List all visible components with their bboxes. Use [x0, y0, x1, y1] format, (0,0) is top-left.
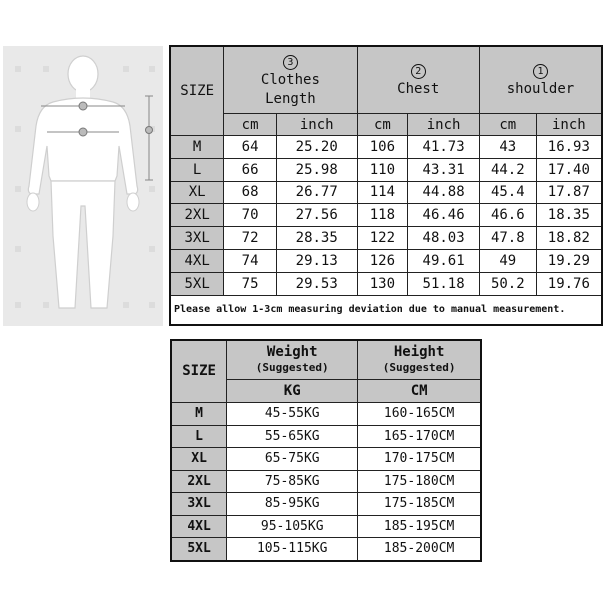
chest-inch-cell: 51.18 [408, 272, 480, 295]
chest-cm-cell: 114 [357, 181, 408, 204]
unit-cm: cm [479, 114, 536, 136]
unit-inch: inch [408, 114, 480, 136]
weight-cell: 45-55KG [227, 403, 358, 426]
chest-cm-cell: 122 [357, 227, 408, 250]
shoulder-cm-cell: 47.8 [479, 227, 536, 250]
chest-cm-cell: 118 [357, 204, 408, 227]
weight-cell: 55-65KG [227, 425, 358, 448]
size-label: L [171, 425, 227, 448]
table-row [171, 515, 481, 538]
table-row [171, 425, 481, 448]
chest-inch-cell: 43.31 [408, 158, 480, 181]
table-row [171, 538, 481, 561]
chest-inch-cell: 41.73 [408, 136, 480, 159]
marker-3-icon: 3 [283, 55, 298, 70]
length-inch-cell: 29.13 [276, 249, 357, 272]
height-header: Height (Suggested) [358, 340, 481, 380]
shoulder-cm-cell: 45.4 [479, 181, 536, 204]
shoulder-inch-cell: 18.82 [536, 227, 602, 250]
size-label: M [171, 403, 227, 426]
length-cm-cell: 70 [224, 204, 277, 227]
shoulder-inch-cell: 19.76 [536, 272, 602, 295]
size-label: 5XL [171, 538, 227, 561]
length-inch-cell: 25.20 [276, 136, 357, 159]
height-cell: 160-165CM [358, 403, 481, 426]
weight-header: Weight (Suggested) [227, 340, 358, 380]
shoulder-cm-cell: 44.2 [479, 158, 536, 181]
weight-cell: 85-95KG [227, 493, 358, 516]
size-label: XL [170, 181, 224, 204]
shoulder-inch-cell: 17.87 [536, 181, 602, 204]
size-label: 2XL [171, 470, 227, 493]
chest-cm-cell: 106 [357, 136, 408, 159]
length-cm-cell: 66 [224, 158, 277, 181]
chest-inch-cell: 48.03 [408, 227, 480, 250]
length-inch-cell: 27.56 [276, 204, 357, 227]
shoulder-cm-cell: 50.2 [479, 272, 536, 295]
length-inch-cell: 28.35 [276, 227, 357, 250]
size-label: 5XL [170, 272, 224, 295]
table-row [170, 181, 602, 204]
unit-kg: KG [227, 380, 358, 403]
length-inch-cell: 26.77 [276, 181, 357, 204]
size-header: SIZE [170, 46, 224, 136]
height-cell: 165-170CM [358, 425, 481, 448]
body-figure-panel [3, 46, 163, 326]
table-row [171, 493, 481, 516]
table-row [171, 403, 481, 426]
length-inch-cell: 25.98 [276, 158, 357, 181]
marker-2-icon: 2 [411, 64, 426, 79]
size-chart-table [169, 45, 603, 326]
shoulder-cm-cell: 46.6 [479, 204, 536, 227]
table-row [171, 470, 481, 493]
unit-cm: cm [224, 114, 277, 136]
size-header: SIZE [171, 340, 227, 403]
height-cell: 170-175CM [358, 448, 481, 471]
unit-cm: cm [357, 114, 408, 136]
chest-cm-cell: 126 [357, 249, 408, 272]
height-cell: 185-200CM [358, 538, 481, 561]
unit-cm: CM [358, 380, 481, 403]
unit-inch: inch [536, 114, 602, 136]
table-row [170, 227, 602, 250]
table-row [170, 136, 602, 159]
size-label: 4XL [170, 249, 224, 272]
length-cm-cell: 68 [224, 181, 277, 204]
table-row [170, 272, 602, 295]
marker-1-icon: 1 [533, 64, 548, 79]
shoulder-inch-cell: 18.35 [536, 204, 602, 227]
weight-cell: 95-105KG [227, 515, 358, 538]
weight-cell: 65-75KG [227, 448, 358, 471]
height-cell: 185-195CM [358, 515, 481, 538]
size-label: XL [171, 448, 227, 471]
length-inch-cell: 29.53 [276, 272, 357, 295]
table-row [170, 204, 602, 227]
body-silhouette-icon [3, 46, 163, 326]
chest-cm-cell: 110 [357, 158, 408, 181]
size-label: 4XL [171, 515, 227, 538]
weight-cell: 75-85KG [227, 470, 358, 493]
height-cell: 175-185CM [358, 493, 481, 516]
shoulder-inch-cell: 19.29 [536, 249, 602, 272]
chest-cm-cell: 130 [357, 272, 408, 295]
size-label: M [170, 136, 224, 159]
chest-inch-cell: 44.88 [408, 181, 480, 204]
weight-cell: 105-115KG [227, 538, 358, 561]
shoulder-inch-cell: 16.93 [536, 136, 602, 159]
length-cm-cell: 74 [224, 249, 277, 272]
measurement-note: Please allow 1-3cm measuring deviation due to manual measurement. [170, 295, 602, 325]
chest-inch-cell: 46.46 [408, 204, 480, 227]
clothes-length-header: 3 Clothes Length [224, 46, 357, 114]
shoulder-cm-cell: 43 [479, 136, 536, 159]
shoulder-header: 1 shoulder [479, 46, 602, 114]
size-label: 2XL [170, 204, 224, 227]
table-row [170, 249, 602, 272]
table-row [170, 158, 602, 181]
length-cm-cell: 72 [224, 227, 277, 250]
size-label: 3XL [170, 227, 224, 250]
chest-header: 2 Chest [357, 46, 479, 114]
length-cm-cell: 75 [224, 272, 277, 295]
size-label: L [170, 158, 224, 181]
chest-inch-cell: 49.61 [408, 249, 480, 272]
table-row [171, 448, 481, 471]
length-cm-cell: 64 [224, 136, 277, 159]
height-cell: 175-180CM [358, 470, 481, 493]
size-label: 3XL [171, 493, 227, 516]
shoulder-inch-cell: 17.40 [536, 158, 602, 181]
weight-height-table [170, 339, 482, 562]
unit-inch: inch [276, 114, 357, 136]
shoulder-cm-cell: 49 [479, 249, 536, 272]
